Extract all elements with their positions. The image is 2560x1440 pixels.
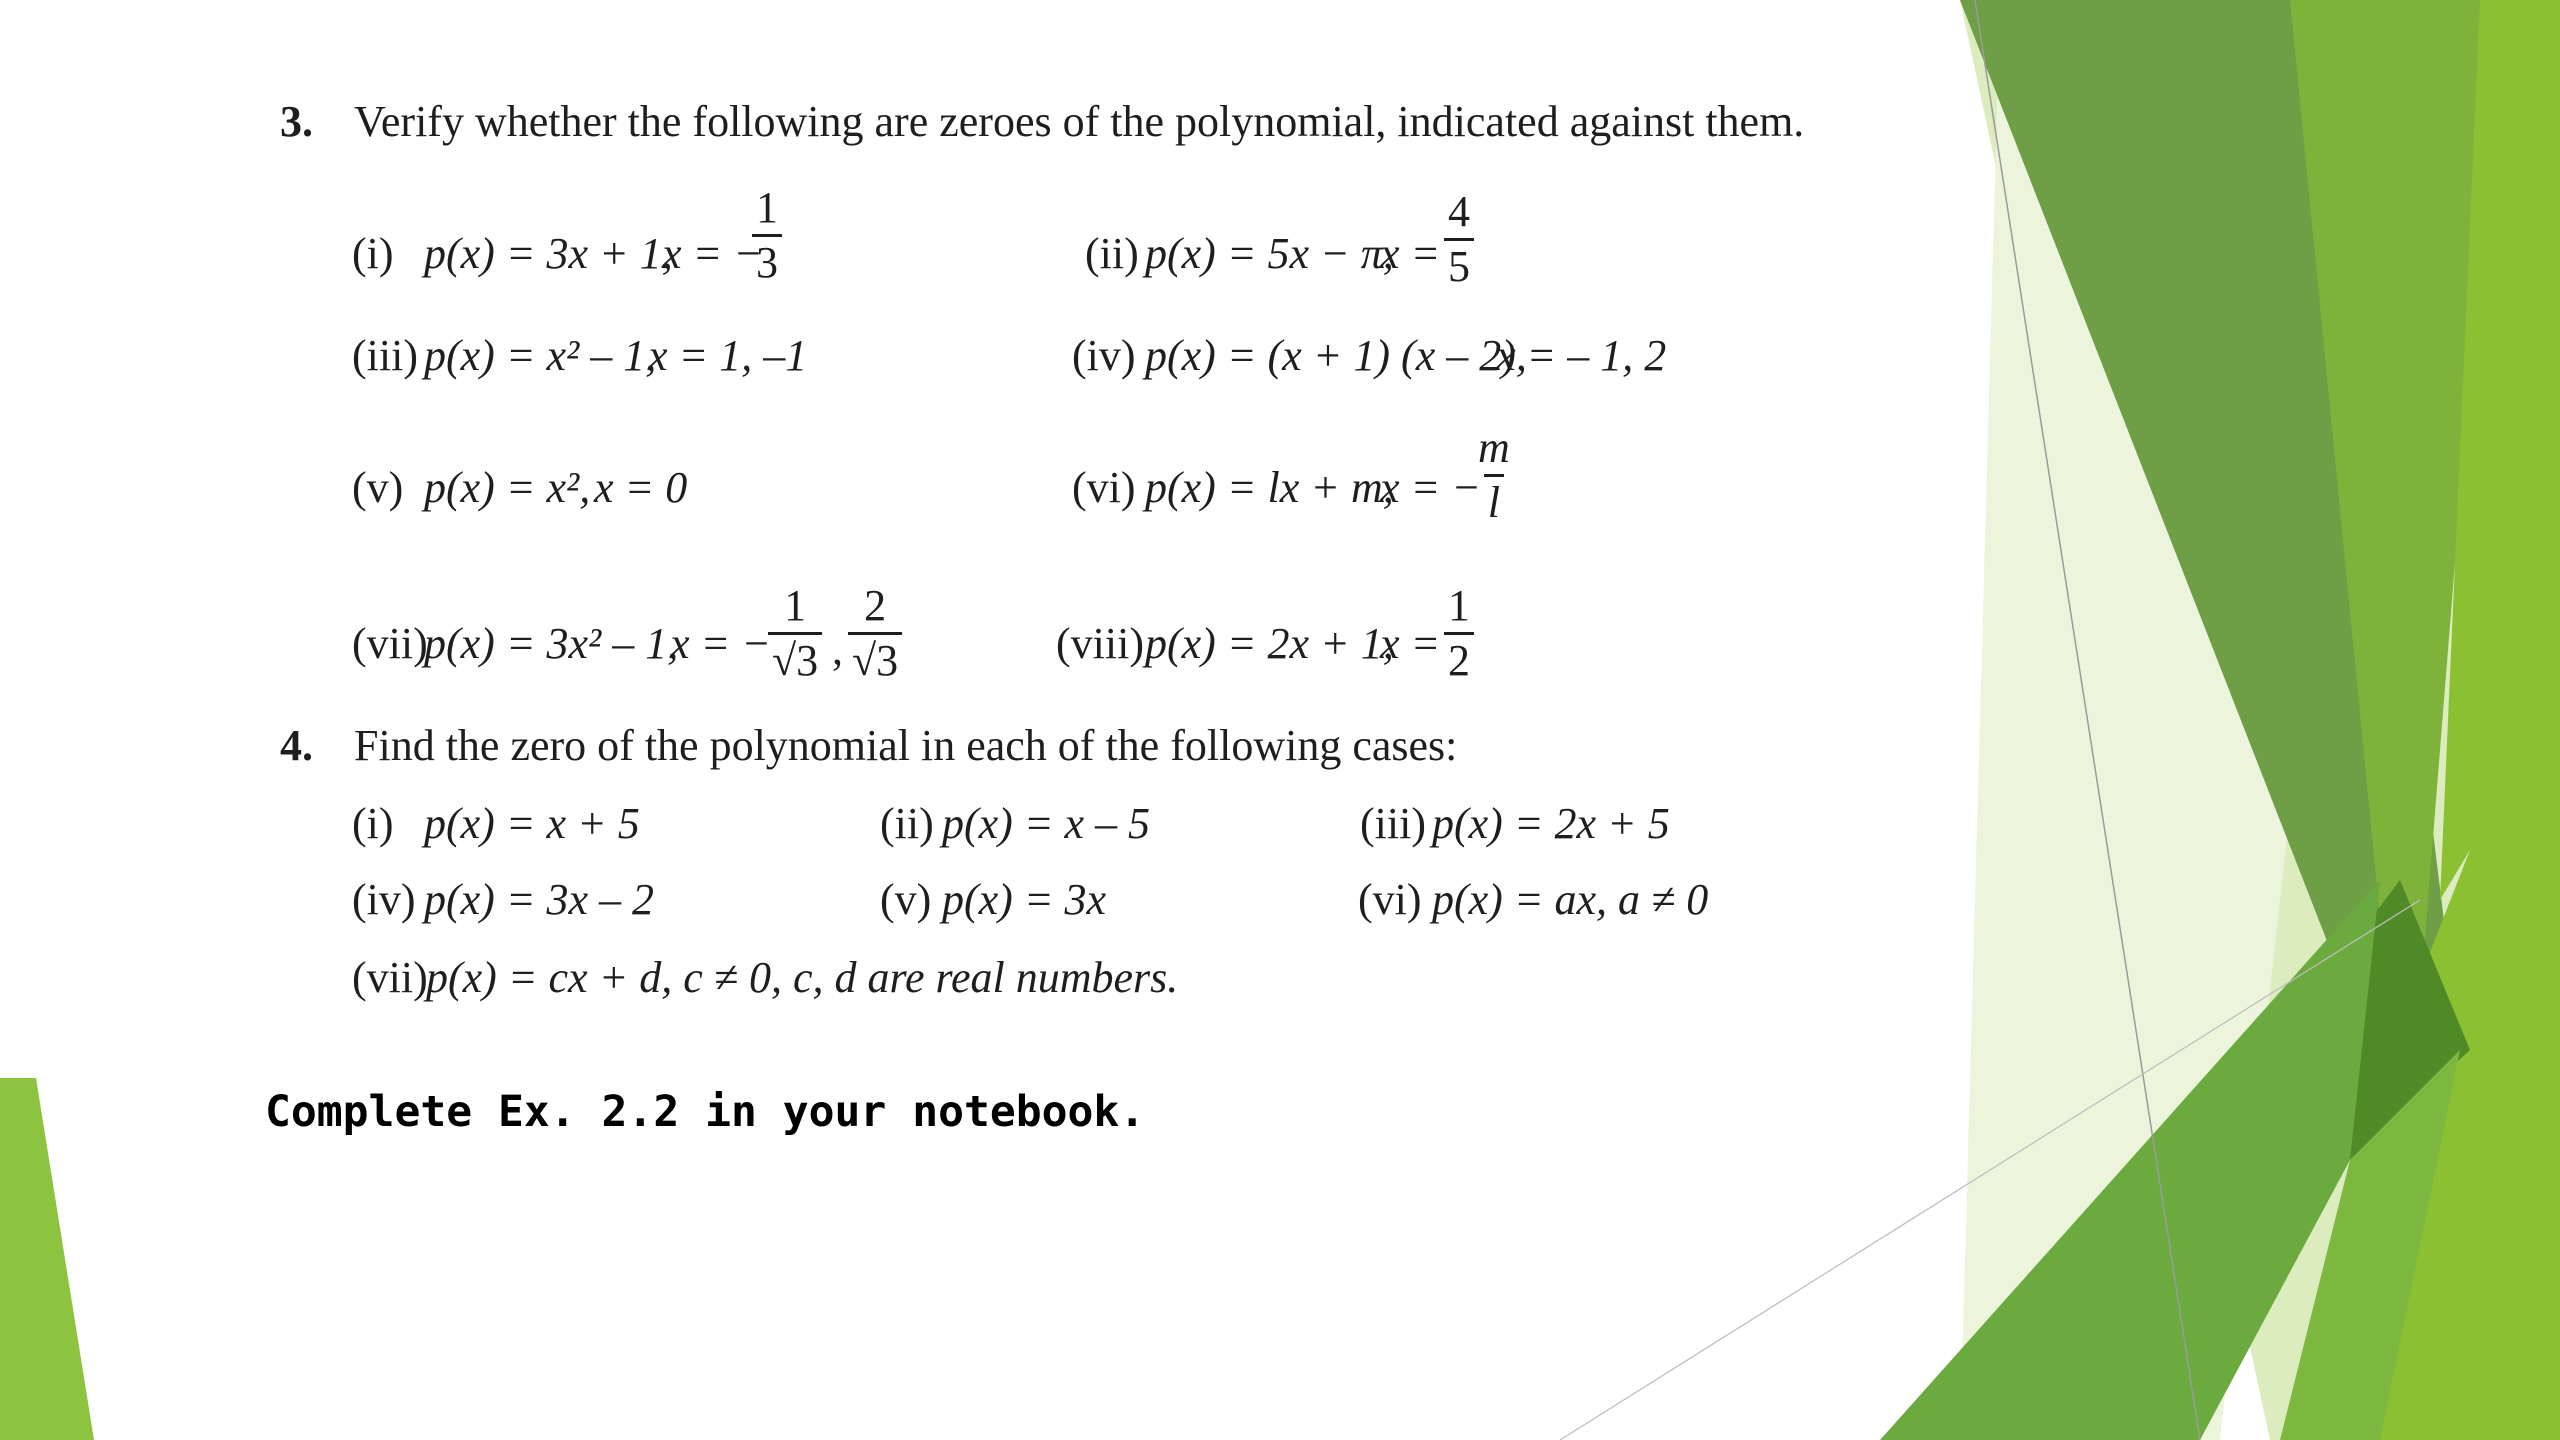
q3-item-iii-expr: p(x) = x² – 1,: [424, 331, 657, 380]
q3-item-ii-label: (ii): [1085, 229, 1139, 278]
q4-item-v-label: (v): [880, 875, 932, 924]
q3-item-iv-expr: p(x) = (x + 1) (x – 2),: [1145, 331, 1527, 380]
q4-item-vii-label: (vii): [352, 953, 428, 1002]
frac-denominator: 5: [1444, 238, 1474, 289]
frac-numerator: 1: [1448, 581, 1470, 630]
q4-item-i-expr: p(x) = x + 5: [424, 799, 640, 848]
q3-item-vii-frac-a: [766, 581, 824, 685]
q4-item-iv-label: (iv): [352, 875, 416, 924]
frac-denominator: 3: [752, 234, 782, 285]
q3-item-vii-expr: p(x) = 3x² – 1,: [424, 619, 679, 668]
q3-item-i-frac: [750, 183, 784, 287]
q3-item-vii-comma: ,: [832, 625, 843, 674]
q3-item-v-expr: p(x) = x²,: [424, 463, 591, 512]
frac-numerator: 1: [784, 581, 807, 630]
q3-item-vi-frac: [1472, 423, 1516, 527]
q4-item-v-expr: p(x) = 3x: [942, 875, 1107, 924]
q4-item-iv-expr: p(x) = 3x – 2: [424, 875, 655, 924]
frac-numerator: 2: [864, 581, 887, 630]
facet-left-bottom: [0, 1078, 94, 1440]
q4-item-ii-label: (ii): [880, 799, 934, 848]
q4-item-ii-expr: p(x) = x – 5: [942, 799, 1151, 848]
notebook-instruction: Complete Ex. 2.2 in your notebook.: [265, 1087, 1146, 1137]
q4-item-iii-label: (iii): [1360, 799, 1426, 848]
q3-item-v-xeq: x = 0: [594, 463, 688, 512]
q3-item-vii-xeq: x = −: [670, 619, 771, 668]
q3-item-iii-label: (iii): [352, 331, 418, 380]
frac-numerator: 1: [756, 183, 778, 232]
frac-denominator: √3: [768, 632, 822, 683]
q3-item-i-xeq: x = −: [662, 229, 763, 278]
q4-item-i-label: (i): [352, 799, 394, 848]
frac-denominator: 2: [1444, 632, 1474, 683]
frac-numerator: m: [1478, 423, 1510, 472]
q3-item-vi-expr: p(x) = lx + m,: [1145, 463, 1394, 512]
q3-item-vi-xeq: x = −: [1380, 463, 1481, 512]
frac-denominator: √3: [848, 632, 902, 683]
q3-item-i-label: (i): [352, 229, 394, 278]
q4-item-vii-expr: p(x) = cx + d, c ≠ 0, c, d are real numbers.: [426, 953, 1179, 1002]
q3-item-ii-frac: [1442, 187, 1476, 291]
q3-prompt: Verify whether the following are zeroes of the polynomial, indicated against them.: [354, 97, 1805, 146]
q3-item-vi-label: (vi): [1072, 463, 1136, 512]
q3-number: 3.: [280, 97, 313, 146]
q3-item-viii-label: (viii): [1056, 619, 1144, 668]
frac-numerator: 4: [1448, 187, 1470, 236]
q3-item-viii-xeq: x =: [1380, 619, 1441, 668]
q3-item-iii-xeq: x = 1, –1: [648, 331, 808, 380]
q3-item-vii-frac-b: [846, 581, 904, 685]
q3-item-v-label: (v): [352, 463, 404, 512]
q3-item-viii-frac: [1442, 581, 1476, 685]
q3-item-iv-xeq: x = – 1, 2: [1496, 331, 1667, 380]
q4-number: 4.: [280, 721, 313, 770]
q4-item-vi-label: (vi): [1358, 875, 1422, 924]
q3-item-ii-expr: p(x) = 5x − π,: [1145, 229, 1394, 278]
q3-item-vii-label: (vii): [352, 619, 428, 668]
frac-denominator: l: [1484, 474, 1504, 525]
q4-prompt: Find the zero of the polynomial in each of the following cases:: [354, 721, 1458, 770]
q4-item-iii-expr: p(x) = 2x + 5: [1432, 799, 1670, 848]
q4-item-vi-expr: p(x) = ax, a ≠ 0: [1432, 875, 1709, 924]
q3-item-iv-label: (iv): [1072, 331, 1136, 380]
q3-item-viii-expr: p(x) = 2x + 1,: [1145, 619, 1394, 668]
q3-item-i-expr: p(x) = 3x + 1,: [424, 229, 673, 278]
q3-item-ii-xeq: x =: [1380, 229, 1441, 278]
